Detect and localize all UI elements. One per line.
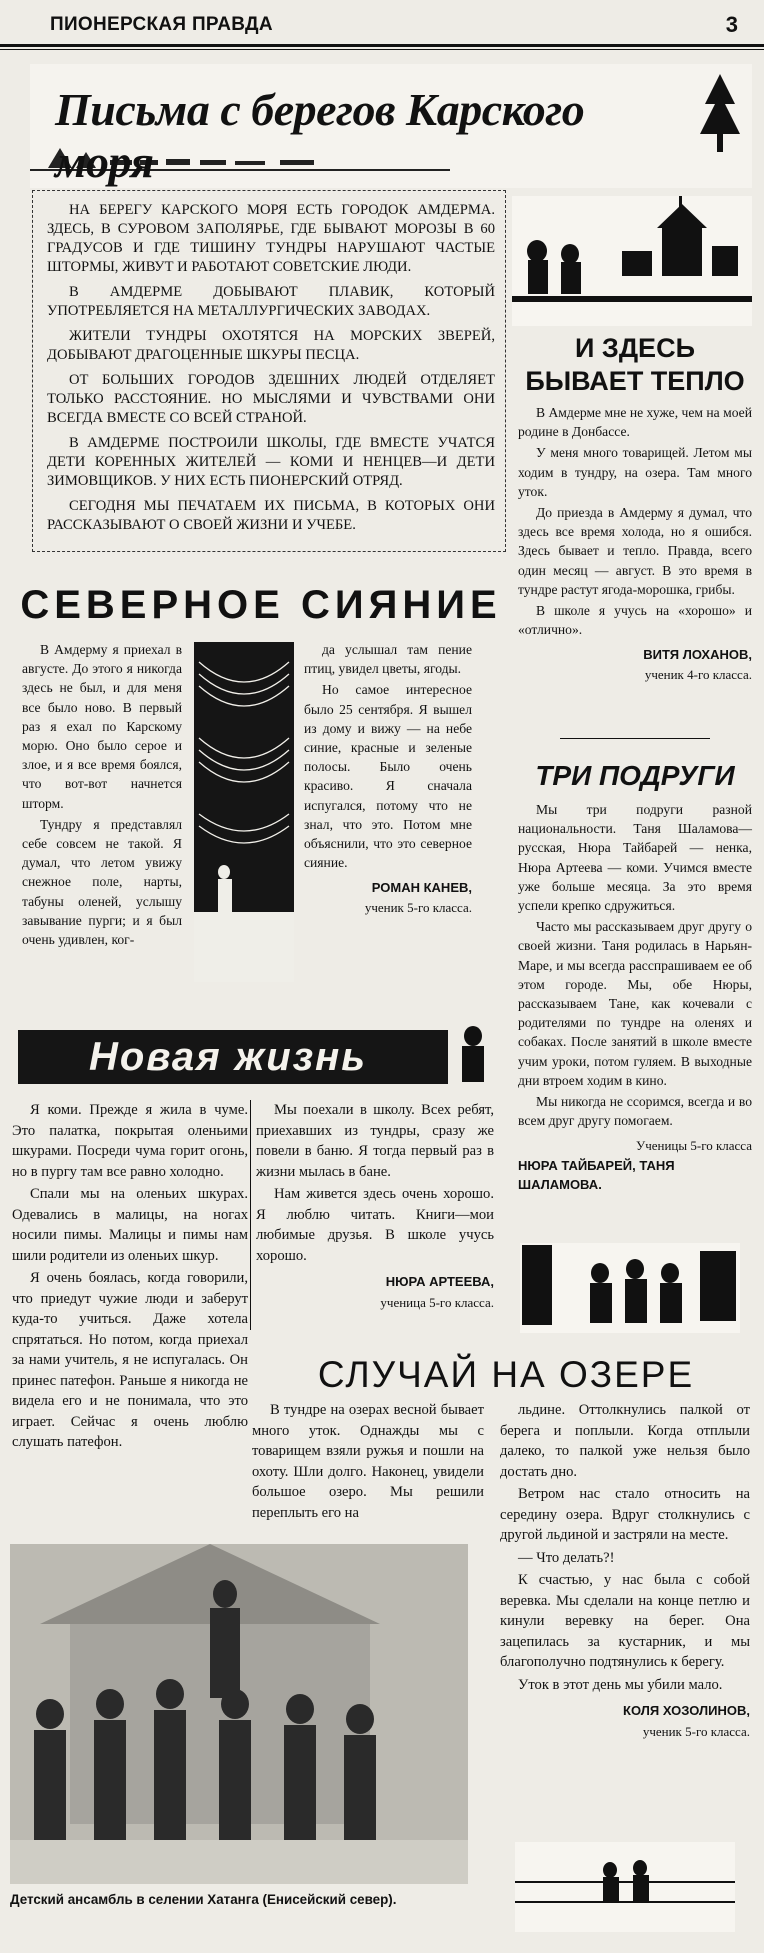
intro-paragraph: В АМДЕРМЕ ПОСТРОИЛИ ШКОЛЫ, ГДЕ ВМЕСТЕ УЧАТСЯ ДЕТИ КОРЕННЫХ ЖИТЕЛЕЙ — КОМИ И НЕНЦЕВ—И ДЕТИ ЗИМОВЩИКОВ. У НИХ ЕСТЬ ПИОНЕРСКИЙ ОТРЯД. — [47, 435, 495, 489]
newlife-paragraph: Спали мы на оленьих шкурах. Одевались в малицы, на ногах носили пимы. Малицы и пимы нам шили родители из оленьих шкур. — [12, 1186, 248, 1264]
warm-divider — [560, 738, 710, 739]
lake-paragraph: Уток в этот день мы убили мало. — [518, 1676, 723, 1693]
warm-grade: ученик 4-го класса. — [644, 666, 752, 682]
lake-grade: ученик 5-го класса. — [642, 1723, 750, 1739]
newlife-paragraph: Мы поехали в школу. Всех ребят, приехавших из тундры, сразу же повели в баню. Я тогда первый раз в жизни мылась в бане. — [256, 1102, 494, 1180]
lake-column-1 — [252, 1400, 484, 1525]
newlife-paragraph: Я коми. Прежде я жила в чуме. Это палатка, покрытая оленьими шкурами. Посреди чума горит огонь, но в пургу там все равно холодно. — [12, 1102, 248, 1180]
friends-paragraph: Часто мы рассказываем друг другу о своей жизни. Таня родилась в Нарьян-Маре, и мы всегда расспрашиваем ее об этом городе. Мы, обе Нюры, рассказываем Тане, как кочевали с родителями по тундре на оленях и собаках. После занятий в школе вместе учим уроки, потом гуляем. В выходные дни втроем ходим в кино. — [518, 919, 752, 1088]
warm-author: ВИТЯ ЛОХАНОВ, — [643, 647, 752, 663]
newlife-heading: Новая жизнь — [88, 1035, 368, 1079]
newspaper-name: ПИОНЕРСКАЯ ПРАВДА — [50, 14, 273, 35]
header-rule-thin — [0, 49, 764, 50]
aurora-heading: СЕВЕРНОЕ СИЯНИЕ — [20, 583, 502, 627]
girl-reading-illustration — [448, 1022, 498, 1092]
aurora-column-2 — [304, 640, 472, 917]
newlife-column-2 — [256, 1100, 494, 1313]
aurora-paragraph: В Амдерму я приехал в августе. До этого я никогда здесь не был, и для меня все было ново. В первый раз я ехал по Карскому морю. Оно было серое и злое, и я все время боялся, что вот-вот начнется шторм. — [22, 642, 182, 811]
intro-paragraph: ЖИТЕЛИ ТУНДРЫ ОХОТЯТСЯ НА МОРСКИХ ЗВЕРЕЙ, ДОБЫВАЮТ ДРАГОЦЕННЫЕ ШКУРЫ ПЕСЦА. — [47, 328, 495, 363]
page-title: Письма с берегов Карского моря — [55, 84, 585, 187]
intro-paragraph: СЕГОДНЯ МЫ ПЕЧАТАЕМ ИХ ПИСЬМА, В КОТОРЫХ ОНИ РАССКАЗЫВАЮТ О СВОЕЙ ЖИЗНИ И УЧЕБЕ. — [47, 498, 495, 533]
warm-heading: И ЗДЕСЬ БЫВАЕТ ТЕПЛО — [525, 333, 745, 396]
friends-heading: ТРИ ПОДРУГИ — [535, 760, 735, 791]
friends-grade: Ученицы 5-го класса — [636, 1138, 752, 1154]
header-rule — [0, 44, 764, 47]
newlife-paragraph: Я очень боялась, когда говорили, что приедут чужие люди и заберут куда-то учиться. Даже хотела спрятаться. Но потом, когда приехал за нами учитель, я не испугалась. Он принес патефон. Раньше я никогда не видела его и не понимала, что это играет. Сейчас я очень люблю слушать патефон. — [12, 1270, 248, 1450]
lake-paragraph: — Что делать?! — [518, 1549, 615, 1566]
warm-paragraph: У меня много товарищей. Летом мы ходим в тундру, на озера. Там много уток. — [518, 445, 752, 499]
warm-paragraph: До приезда в Амдерму я думал, что здесь все время холода, но я ошибся. Здесь бывает и тепло. Правда, всего один месяц — август. В это время в тундре растут ягода-морошка, грибы. — [518, 505, 752, 597]
page-number: 3 — [725, 12, 738, 37]
friends-paragraph: Мы три подруги разной национальности. Таня Шаламова—русская, Нюра Тайбарей — ненка, Нюра Артеева — коми. Учимся вместе уже больше месяца. За это время успели крепко сдружиться. — [518, 802, 752, 914]
lake-paragraph: В тундре на озерах весной бывает много уток. Однажды мы с товарищем взяли ружья и пошли на охоту. Шли долго. Наконец, увидели большое озеро. Мы решили переплыть его на — [252, 1402, 484, 1521]
lake-heading: СЛУЧАЙ НА ОЗЕРЕ — [317, 1354, 695, 1395]
warm-article — [518, 403, 752, 684]
lake-column-2 — [500, 1400, 750, 1742]
aurora-paragraph: Но самое интересное было 25 сентября. Я вышел из дому и вижу — на небе синие, красные и зеленые полосы. Было очень красиво. Я сначала испугался, потому что не знал, что это. Потом мне объяснили, что это северное сияние. — [304, 682, 472, 871]
aurora-author: РОМАН КАНЕВ, — [371, 880, 472, 896]
photo-caption: Детский ансамбль в селении Хатанга (Енисейский север). — [10, 1892, 397, 1907]
ensemble-photo — [10, 1544, 468, 1884]
newlife-grade: ученица 5-го класса. — [380, 1294, 494, 1310]
lake-paragraph: К счастью, у нас была с собой веревка. Мы сделали на конце петлю и кинули веревку на берег. Она зацепилась за кустарник, и мы благополучно подтянулись к берегу. — [500, 1572, 750, 1670]
friends-paragraph: Мы никогда не ссоримся, всегда и во всем друг другу помогаем. — [518, 1094, 752, 1129]
aurora-paragraph: да услышал там пение птиц, увидел цветы, ягоды. — [304, 642, 472, 677]
intro-box — [32, 190, 506, 552]
friends-article — [518, 800, 752, 1194]
newlife-author: НЮРА АРТЕЕВА, — [385, 1274, 494, 1289]
village-illustration — [512, 196, 752, 326]
newlife-paragraph: Нам живется здесь очень хорошо. Я люблю читать. Книги—мои любимые друзья. В школе учусь хорошо. — [256, 1186, 494, 1264]
lake-illustration — [515, 1842, 735, 1932]
aurora-illustration — [194, 642, 294, 982]
aurora-column-1 — [22, 640, 182, 951]
lake-paragraph: льдине. Оттолкнулись палкой от берега и поплыли. Когда отплыли далеко, то палкой уже нельзя было достать дно. — [500, 1402, 750, 1480]
intro-paragraph: В АМДЕРМЕ ДОБЫВАЮТ ПЛАВИК, КОТОРЫЙ УПОТРЕБЛЯЕТСЯ НА МЕТАЛЛУРГИЧЕСКИХ ЗАВОДАХ. — [47, 284, 495, 319]
newlife-column-1 — [12, 1100, 248, 1455]
lake-paragraph: Ветром нас стало относить на середину озера. Вдруг столкнулись с другой льдиной и застряли на месте. — [500, 1486, 750, 1543]
warm-paragraph: В Амдерме мне не хуже, чем на моей родине в Донбассе. — [518, 405, 752, 440]
friends-author: НЮРА ТАЙБАРЕЙ, ТАНЯ ШАЛАМОВА. — [518, 1157, 675, 1192]
intro-paragraph: НА БЕРЕГУ КАРСКОГО МОРЯ ЕСТЬ ГОРОДОК АМДЕРМА. ЗДЕСЬ, В СУРОВОМ ЗАПОЛЯРЬЕ, ГДЕ БЫВАЮТ МОРОЗЫ В 60 ГРАДУСОВ И ГДЕ ТИШИНУ ТУНДРЫ НАРУШАЮТ ЧАСТЫЕ ШТОРМЫ, ЖИВУТ И РАБОТАЮТ СОВЕТСКИЕ ЛЮДИ. — [47, 202, 495, 275]
aurora-paragraph: Тундру я представлял себе совсем не такой. Я думал, что летом увижу снежное поле, нарты, табуны оленей, услышу завывание пурги; и я был очень удивлен, ког- — [22, 816, 182, 948]
aurora-grade: ученик 5-го класса. — [364, 899, 472, 915]
girls-illustration — [520, 1243, 740, 1333]
intro-paragraph: ОТ БОЛЬШИХ ГОРОДОВ ЗДЕШНИХ ЛЮДЕЙ ОТДЕЛЯЕТ ТОЛЬКО РАССТОЯНИЕ. НО МЫСЛЯМИ И ЧУВСТВАМИ ОНИ ВСЕГДА ВМЕСТЕ СО ВСЕЙ СТРАНОЙ. — [47, 372, 495, 426]
column-divider — [250, 1100, 251, 1330]
lake-author: КОЛЯ ХОЗОЛИНОВ, — [623, 1703, 750, 1718]
warm-paragraph: В школе я учусь на «хорошо» и «отлично». — [518, 603, 752, 638]
